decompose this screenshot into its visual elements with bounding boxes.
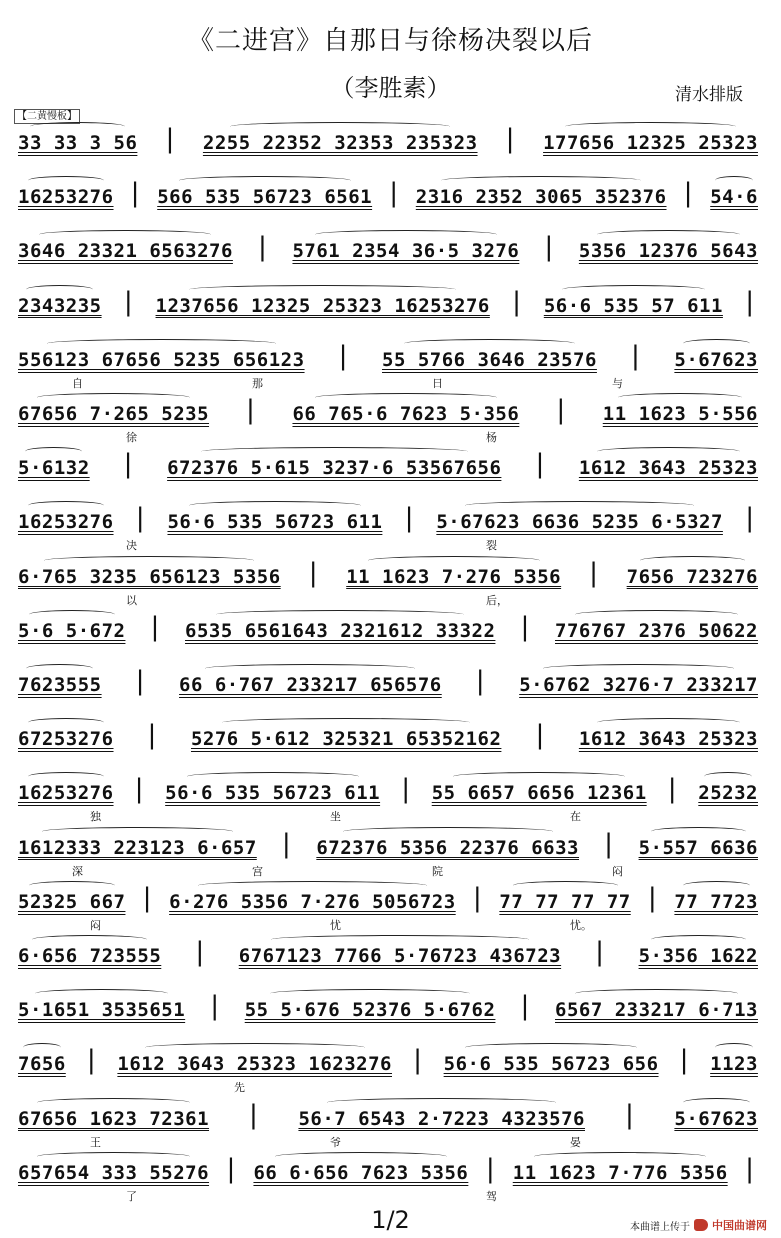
notation-group: 2316 2352 3065 352376 (416, 174, 667, 210)
arranger-credit: 清水排版 (675, 85, 743, 105)
slur-mark (28, 718, 104, 727)
lyric-char: 自 (72, 376, 83, 390)
barline: | (385, 178, 403, 209)
slur-mark (597, 230, 740, 239)
notation-group: 33 33 3 56 (18, 120, 137, 156)
barline: | (585, 557, 602, 588)
notation-group: 66 765·6 7623 5·356 (292, 391, 519, 427)
notation-group: 6·656 723555 (18, 933, 161, 969)
slur-mark (343, 827, 553, 836)
barline: | (254, 232, 271, 263)
slur-mark (29, 881, 115, 890)
score-title: 《二进宫》自那日与徐杨决裂以后 (187, 26, 593, 56)
slur-mark (640, 556, 745, 565)
slur-mark (230, 122, 450, 131)
score-line (18, 228, 758, 278)
notation-group: 6·276 5356 7·276 5056723 (169, 879, 456, 915)
notation-group: 672376 5356 22376 6633 (316, 825, 579, 861)
score-line (18, 933, 758, 983)
notation-group: 11 1623 5·556 (603, 391, 758, 427)
lyric-char: 闷 (90, 918, 101, 932)
barline: | (508, 286, 525, 317)
barline: | (541, 232, 558, 263)
barline: | (162, 124, 179, 154)
barline: | (676, 1045, 693, 1076)
notation-group: 7623555 (18, 662, 102, 698)
barline: | (278, 828, 295, 859)
notation-group: 1237656 12325 25323 16253276 (156, 283, 490, 319)
notation-group: 11 1623 7·776 5356 (513, 1150, 728, 1186)
barline: | (120, 286, 137, 317)
notation-group: 776767 2376 50622 (555, 608, 758, 644)
notation-group: 5·67623 (674, 337, 758, 373)
slur-mark (327, 1098, 556, 1107)
barline: | (532, 720, 549, 751)
barline: | (409, 1045, 426, 1076)
notation-group: 5·67623 6636 5235 6·5327 (436, 499, 723, 535)
notation-group: 67656 1623 72361 (18, 1096, 209, 1132)
notation-group: 6767123 7766 5·76723 436723 (239, 933, 561, 969)
slur-mark (42, 827, 233, 836)
score-line (18, 608, 758, 658)
slur-mark (39, 230, 211, 239)
barline: | (621, 1099, 638, 1130)
slur-mark (315, 393, 496, 402)
score-line (18, 174, 758, 224)
notation-group: 5761 2354 36·5 3276 (292, 228, 519, 264)
lyric-char: 杨 (486, 431, 497, 444)
source-text: 本曲谱上传于 (630, 1221, 690, 1233)
slur-mark (465, 501, 694, 510)
notation-group: 5·6132 (18, 445, 90, 481)
notation-group: 25232 (698, 770, 758, 806)
notation-group: 177656 12325 25323 (543, 120, 758, 156)
slur-mark (29, 610, 115, 619)
barline: | (517, 611, 534, 642)
notation-group: 55 6657 6656 12361 (432, 770, 647, 806)
notation-group: 56·6 535 57 611 (544, 283, 723, 319)
lyric-char: 宫 (252, 864, 263, 878)
notation-group: 5356 12376 5643 (579, 228, 758, 264)
slur-mark (275, 1152, 447, 1161)
notation-group: 55 5766 3646 23576 (382, 337, 597, 373)
notation-group: 66 6·767 233217 656576 (179, 662, 442, 698)
barline: | (627, 340, 644, 371)
slur-mark (37, 1098, 190, 1107)
notation-group: 56·7 6543 2·7223 4323576 (298, 1096, 585, 1132)
notation-group: 1123 (710, 1041, 758, 1077)
notation-group: 66 6·656 7623 5356 (253, 1150, 468, 1186)
notation-group: 77 7723 (674, 879, 758, 915)
slur-mark (465, 1043, 637, 1052)
slur-mark (30, 122, 126, 131)
lyric-char: 坐 (330, 810, 341, 824)
tempo-marking: 【二黄慢板】 (14, 109, 80, 124)
barline: | (132, 666, 149, 696)
slur-mark (216, 610, 464, 619)
lyric-char: 深 (72, 864, 83, 878)
notation-group: 52325 667 (18, 879, 125, 915)
barline: | (741, 1153, 758, 1184)
slur-mark (453, 772, 625, 781)
barline: | (644, 882, 661, 913)
singer-name: （李胜素） (330, 74, 451, 102)
lyric-char: 晏 (570, 1135, 581, 1149)
slur-mark (23, 1043, 61, 1052)
barline: | (401, 503, 418, 534)
notation-group: 11 1623 7·276 5356 (346, 554, 561, 590)
notation-group: 55 5·676 52376 5·6762 (245, 987, 496, 1023)
slur-mark (683, 1098, 750, 1107)
barline: | (131, 774, 148, 805)
barline: | (469, 882, 486, 913)
slur-mark (683, 339, 750, 348)
slur-mark (651, 827, 747, 836)
notation-group: 566 535 56723 6561 (157, 174, 372, 210)
slur-mark (187, 772, 359, 781)
lyric-char: 日 (432, 376, 443, 390)
barline: | (397, 774, 414, 805)
notation-group: 7656 723276 (627, 554, 758, 590)
slur-mark (562, 285, 705, 294)
lyric-char: 以 (126, 593, 137, 607)
barline: | (120, 449, 137, 480)
slur-mark (715, 1043, 753, 1052)
notation-group: 6·765 3235 656123 5356 (18, 554, 281, 590)
lyric-char: 爷 (330, 1135, 341, 1149)
slur-mark (704, 772, 752, 781)
slur-mark (513, 881, 618, 890)
notation-group: 1612 3643 25323 (579, 445, 758, 481)
notation-group: 6567 233217 6·713 (555, 987, 758, 1023)
lyric-char: 王 (90, 1135, 101, 1149)
notation-group: 5276 5·612 325321 65352162 (191, 716, 501, 752)
slur-mark (189, 285, 456, 294)
notation-group: 556123 67656 5235 656123 (18, 337, 305, 373)
barline: | (206, 991, 224, 1022)
notation-group: 16253276 (18, 770, 114, 806)
barline: | (517, 991, 534, 1022)
lyric-char: 后， (486, 593, 508, 607)
notation-group: 77 77 77 77 (499, 879, 630, 915)
slur-mark (205, 664, 415, 673)
barline: | (242, 395, 259, 425)
slur-mark (441, 176, 642, 185)
barline: | (132, 503, 149, 534)
source-credit (630, 1217, 767, 1233)
lyric-char: 先 (234, 1081, 245, 1095)
notation-group: 1612333 223123 6·657 (18, 825, 257, 861)
notation-group: 54·6 (710, 174, 758, 210)
lyric-char: 决 (126, 539, 137, 553)
slur-mark (597, 447, 740, 456)
notation-group: 7656 (18, 1041, 66, 1077)
lyric-char: 徐 (126, 431, 137, 444)
notation-group: 2343235 (18, 283, 102, 319)
barline: | (532, 449, 549, 480)
notation-group: 56·6 535 56723 656 (444, 1041, 659, 1077)
lyric-char: 那 (252, 376, 263, 390)
lyric-char: 了 (126, 1189, 137, 1203)
slur-mark (715, 176, 753, 185)
lyric-char: 裂 (486, 539, 497, 553)
barline: | (600, 828, 617, 859)
lyric-char: 院 (432, 864, 443, 878)
slur-mark (35, 989, 169, 998)
notation-group: 56·6 535 56723 611 (167, 499, 382, 535)
slur-mark (189, 501, 361, 510)
slur-mark (26, 664, 93, 673)
notation-group: 2255 22352 32353 235323 (203, 120, 478, 156)
site-logo-text: 中国曲谱网 (712, 1219, 767, 1232)
score-line (18, 987, 758, 1037)
slur-mark (26, 285, 93, 294)
notation-group: 67253276 (18, 716, 114, 752)
slur-mark (271, 935, 529, 944)
barline: | (144, 720, 161, 751)
notation-group: 67656 7·265 5235 (18, 391, 209, 427)
lyric-char: 忧 (330, 918, 341, 932)
slur-mark (270, 989, 471, 998)
slur-mark (28, 772, 104, 781)
slur-mark (37, 393, 190, 402)
notation-group: 672376 5·615 3237·6 53567656 (167, 445, 501, 481)
slur-mark (534, 1152, 706, 1161)
slur-mark (315, 230, 496, 239)
slur-mark (25, 447, 82, 456)
barline: | (664, 774, 681, 805)
score-line (18, 445, 758, 495)
notation-group: 5·1651 3535651 (18, 987, 185, 1023)
notation-group: 6535 6561643 2321612 33322 (185, 608, 495, 644)
barline: | (552, 395, 570, 425)
barline: | (127, 178, 144, 209)
lyric-char: 独 (90, 810, 101, 824)
notation-group: 657654 333 55276 (18, 1150, 209, 1186)
page-number: 1/2 (371, 1206, 410, 1234)
barline: | (591, 937, 608, 967)
barline: | (191, 937, 209, 967)
slur-mark (44, 556, 254, 565)
barline: | (83, 1045, 100, 1076)
notation-group: 16253276 (18, 174, 114, 210)
lyric-char: 驾 (486, 1189, 497, 1203)
slur-mark (543, 664, 734, 673)
slur-mark (145, 1043, 365, 1052)
slur-mark (651, 935, 747, 944)
slur-mark (618, 393, 742, 402)
slur-mark (198, 881, 427, 890)
barline: | (223, 1153, 240, 1184)
score-line (18, 120, 758, 170)
notation-group: 56·6 535 56723 611 (165, 770, 380, 806)
score-line (18, 662, 758, 712)
lyric-row (18, 1190, 758, 1206)
slur-mark (404, 339, 576, 348)
notation-group: 5·6762 3276·7 233217 (519, 662, 758, 698)
barline: | (741, 503, 758, 534)
barline: | (147, 611, 164, 642)
barline: | (680, 178, 697, 209)
slur-mark (575, 610, 737, 619)
slur-mark (179, 176, 351, 185)
notation-group: 1612 3643 25323 (579, 716, 758, 752)
notation-group: 16253276 (18, 499, 114, 535)
slur-mark (28, 176, 104, 185)
lyric-char: 在 (570, 810, 581, 824)
slur-mark (575, 989, 737, 998)
barline: | (305, 557, 322, 588)
score-line (18, 283, 758, 333)
barline: | (741, 286, 758, 317)
barline: | (335, 340, 352, 371)
slur-mark (28, 501, 104, 510)
notation-group: 5·356 1622 (639, 933, 758, 969)
notation-group: 3646 23321 6563276 (18, 228, 233, 264)
slur-mark (47, 339, 276, 348)
barline: | (502, 124, 519, 154)
barline: | (472, 666, 489, 696)
slur-mark (597, 718, 740, 727)
slur-mark (32, 935, 147, 944)
barline: | (482, 1153, 499, 1184)
barline: | (245, 1099, 262, 1130)
lyric-char: 忧。 (570, 918, 592, 932)
notation-group: 1612 3643 25323 1623276 (117, 1041, 392, 1077)
score-line (18, 716, 758, 766)
notation-group: 5·67623 (674, 1096, 758, 1132)
slur-mark (222, 718, 470, 727)
slur-mark (683, 881, 750, 890)
lyric-char: 闷 (612, 864, 623, 878)
site-logo-icon (694, 1219, 708, 1231)
barline: | (139, 882, 156, 913)
lyric-char: 与 (612, 376, 623, 390)
slur-mark (201, 447, 468, 456)
notation-group: 5·6 5·672 (18, 608, 125, 644)
notation-group: 5·557 6636 (639, 825, 758, 861)
slur-mark (37, 1152, 190, 1161)
slur-mark (368, 556, 540, 565)
slur-mark (565, 122, 737, 131)
